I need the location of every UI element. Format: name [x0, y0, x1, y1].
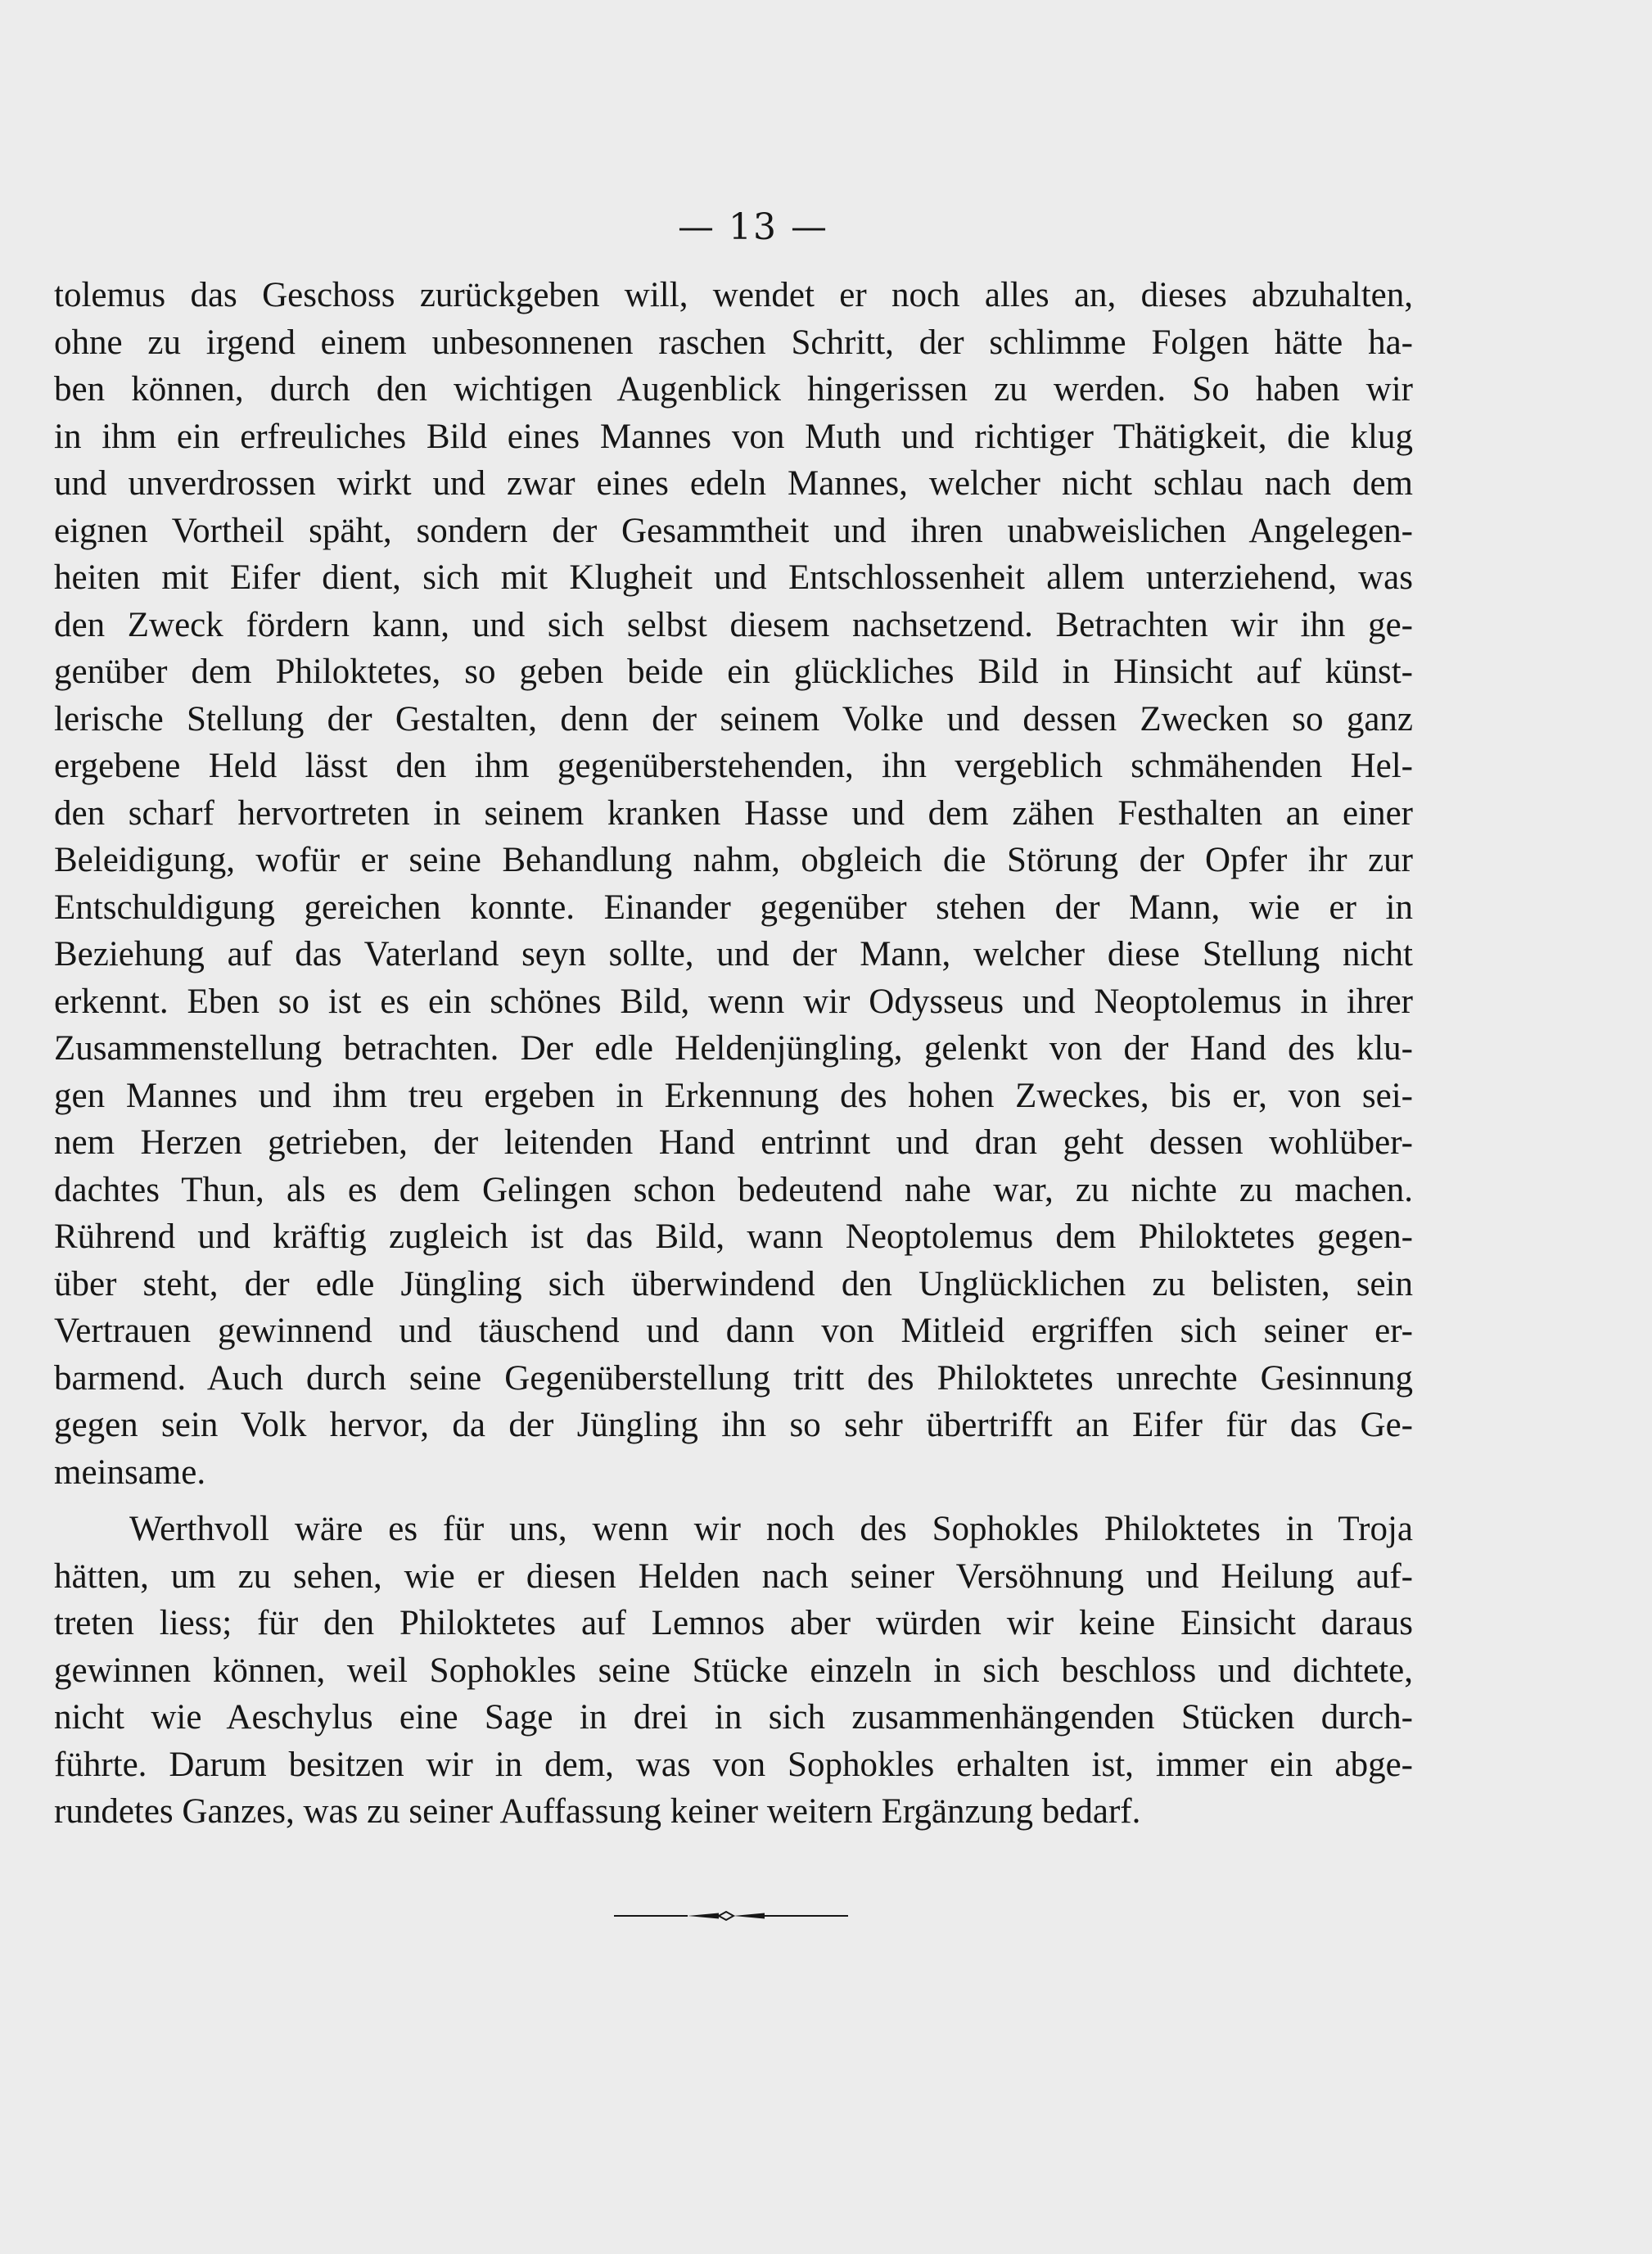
body-text: [54, 272, 1413, 1836]
text-line: Beleidigung, wofür er seine Behandlung nahm, obgleich die Störung der Opfer ihr zur: [54, 841, 1413, 879]
text-line: ergebene Held lässt den ihm gegenüberstehenden, ihn vergeblich schmähenden Hel-: [54, 747, 1413, 785]
text-line: ohne zu irgend einem unbesonnenen raschen Schritt, der schlimme Folgen hätte ha-: [54, 323, 1413, 362]
text-line: hätten, um zu sehen, wie er diesen Helden nach seiner Versöhnung und Heilung auf-: [54, 1556, 1413, 1596]
text-line: und unverdrossen wirkt und zwar eines edeln Mannes, welcher nicht schlau nach dem: [54, 464, 1413, 503]
text-line: genüber dem Philoktetes, so geben beide ein glückliches Bild in Hinsicht auf künst-: [54, 653, 1413, 691]
text-line: barmend. Auch durch seine Gegenüberstellung tritt des Philoktetes unrechte Gesinnung: [54, 1358, 1413, 1398]
text-line: Rührend und kräftig zugleich ist das Bild, wann Neoptolemus dem Philoktetes gegen-: [54, 1217, 1413, 1256]
text-line: heiten mit Eifer dient, sich mit Klugheit und Entschlossenheit allem unterziehend, was: [54, 558, 1413, 597]
paragraph-1: [54, 272, 1413, 1496]
ornament-divider: [614, 1909, 848, 1922]
text-line: dachtes Thun, als es dem Gelingen schon bedeutend nahe war, zu nichte zu machen.: [54, 1170, 1413, 1209]
text-line: über steht, der edle Jüngling sich überwindend den Unglücklichen zu belisten, sein: [54, 1264, 1413, 1303]
text-line: eignen Vortheil späht, sondern der Gesammtheit und ihren unabweislichen Angelegen-: [54, 511, 1413, 550]
text-line: ben können, durch den wichtigen Augenblick hingerissen zu werden. So haben wir: [54, 370, 1413, 409]
text-line: in ihm ein erfreuliches Bild eines Mannes von Muth und richtiger Thätigkeit, die klug: [54, 417, 1413, 456]
page-number: — 13 —: [678, 206, 828, 248]
paragraph-spacer: [54, 1496, 1413, 1506]
text-line: führte. Darum besitzen wir in dem, was von Sophokles erhalten ist, immer ein abge-: [54, 1745, 1413, 1784]
text-line: rundetes Ganzes, was zu seiner Auffassung keiner weitern Ergänzung bedarf.: [54, 1792, 1141, 1831]
text-line: lerische Stellung der Gestalten, denn der seinem Volke und dessen Zwecken so ganz: [54, 699, 1413, 739]
text-line: treten liess; für den Philoktetes auf Lemnos aber würden wir keine Einsicht daraus: [54, 1604, 1413, 1642]
text-line: nem Herzen getrieben, der leitenden Hand entrinnt und dran geht dessen wohlüber-: [54, 1123, 1413, 1162]
text-line: den Zweck fördern kann, und sich selbst diesem nachsetzend. Betrachten wir ihn ge-: [54, 605, 1413, 644]
text-line: den scharf hervortreten in seinem kranken Hasse und dem zähen Festhalten an einer: [54, 793, 1413, 833]
text-line: Werthvoll wäre es für uns, wenn wir noch des Sophokles Philoktetes in Troja: [129, 1510, 1413, 1548]
text-line: erkennt. Eben so ist es ein schönes Bild, wenn wir Odysseus und Neoptolemus in ihrer: [54, 982, 1413, 1021]
text-line: Vertrauen gewinnend und täuschend und dann von Mitleid ergriffen sich seiner er-: [54, 1312, 1413, 1350]
text-line: Zusammenstellung betrachten. Der edle Heldenjüngling, gelenkt von der Hand des klu-: [54, 1029, 1413, 1068]
text-line: gegen sein Volk hervor, da der Jüngling ihn so sehr übertrifft an Eifer für das Ge-: [54, 1406, 1413, 1444]
paragraph-2: [54, 1506, 1413, 1836]
text-line: Beziehung auf das Vaterland seyn sollte, und der Mann, welcher diese Stellung nicht: [54, 935, 1413, 973]
text-line: tolemus das Geschoss zurückgeben will, wendet er noch alles an, dieses abzuhalten,: [54, 276, 1413, 314]
text-line: nicht wie Aeschylus eine Sage in drei in sich zusammenhängenden Stücken durch-: [54, 1698, 1413, 1737]
text-line: gewinnen können, weil Sophokles seine Stücke einzeln in sich beschloss und dichtete,: [54, 1651, 1413, 1690]
text-line: meinsame.: [54, 1452, 206, 1492]
text-line: gen Mannes und ihm treu ergeben in Erkennung des hohen Zweckes, bis er, von sei-: [54, 1076, 1413, 1115]
text-line: Entschuldigung gereichen konnte. Einander gegenüber stehen der Mann, wie er in: [54, 888, 1413, 927]
